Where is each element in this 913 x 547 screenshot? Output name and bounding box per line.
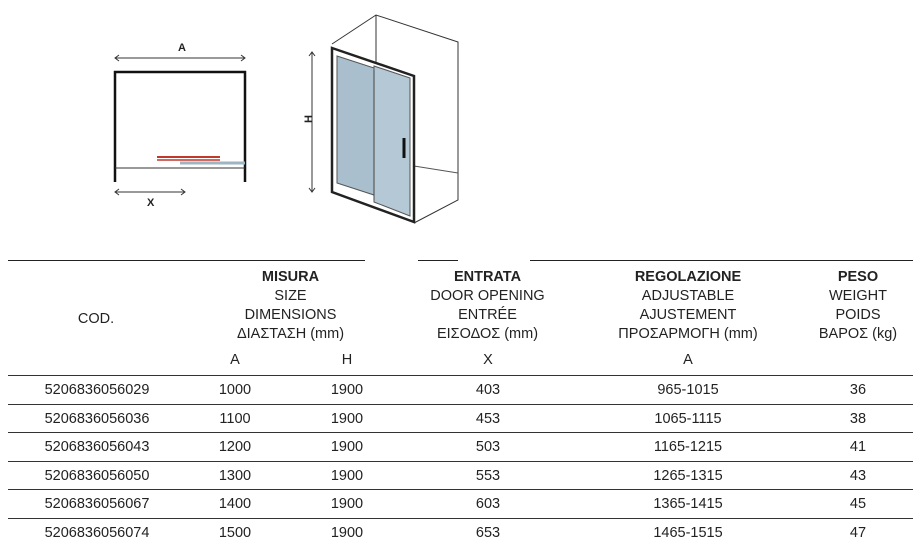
cell-peso: 45: [849, 496, 867, 512]
cell-a: 1100: [219, 410, 251, 427]
sub-header-reg-a: A: [683, 352, 693, 368]
cell-h: 1900: [330, 382, 364, 398]
cell-cod: 5206836056029: [44, 382, 150, 398]
cell-reg: 1065-1115: [654, 410, 722, 427]
cell-cod: 5206836056050: [44, 467, 150, 484]
cell-x: 403: [475, 382, 501, 398]
entrata-l2: ENTRÉE: [458, 307, 517, 323]
cell-reg: 1365-1415: [653, 496, 723, 512]
sub-header-h: H: [341, 352, 353, 368]
entrata-l3: ΕΙΣΟΔΟΣ (mm): [436, 326, 539, 342]
table-row: [8, 404, 913, 433]
plan-label-x: X: [147, 197, 155, 209]
elevation-view-diagram: [303, 15, 458, 223]
peso-l2: POIDS: [835, 307, 881, 323]
cell-a: 1400: [218, 496, 252, 512]
table-top-rule-segment: [418, 260, 458, 261]
cell-h: 1900: [330, 439, 364, 455]
plan-label-a: A: [178, 42, 186, 54]
misura-l3: ΔΙΑΣΤΑΣΗ (mm): [236, 326, 345, 342]
sub-header-a: A: [230, 352, 240, 368]
table-row: [8, 518, 913, 547]
table-row: [8, 432, 913, 461]
cell-a: 1000: [218, 382, 252, 398]
cell-peso: 36: [849, 382, 867, 398]
peso-header: [803, 268, 913, 344]
peso-l3: ΒΑΡΟΣ (kg): [818, 326, 898, 342]
entrata-header: [400, 268, 575, 344]
regolazione-title: REGOLAZIONE: [634, 269, 742, 285]
cell-a: 1500: [218, 524, 252, 541]
cell-x: 453: [475, 410, 501, 427]
cell-peso: 43: [849, 467, 867, 484]
cell-x: 603: [475, 496, 501, 512]
shower-diagrams: [0, 0, 913, 260]
entrata-l1: DOOR OPENING: [430, 288, 545, 304]
cell-x: 653: [475, 524, 501, 541]
cell-peso: 41: [849, 439, 867, 455]
regolazione-l2: AJUSTEMENT: [639, 307, 737, 323]
misura-header: [193, 268, 388, 344]
peso-l1: WEIGHT: [829, 288, 887, 304]
table-top-rule: [8, 260, 365, 261]
cell-cod: 5206836056043: [44, 439, 150, 455]
cod-header: COD.: [77, 311, 115, 327]
sub-header-x: X: [483, 352, 493, 368]
table-row: [8, 461, 913, 490]
regolazione-header: [588, 268, 788, 344]
cell-x: 553: [475, 467, 501, 484]
cell-cod: 5206836056036: [44, 410, 150, 427]
table-top-rule-segment-right: [530, 260, 913, 261]
cell-reg: 1165-1215: [653, 439, 723, 455]
cell-h: 1900: [330, 524, 364, 541]
misura-l1: SIZE: [274, 288, 307, 304]
table-row: [8, 375, 913, 404]
cell-cod: 5206836056074: [44, 524, 150, 541]
entrata-title: ENTRATA: [453, 269, 522, 285]
regolazione-l1: ADJUSTABLE: [641, 288, 735, 304]
cell-peso: 38: [849, 410, 867, 427]
cell-a: 1300: [218, 467, 252, 484]
cell-cod: 5206836056067: [44, 496, 150, 512]
cell-reg: 1465-1515: [653, 524, 723, 541]
cell-h: 1900: [330, 496, 364, 512]
plan-view-diagram: [115, 42, 245, 209]
cell-h: 1900: [330, 410, 364, 427]
cell-x: 503: [475, 439, 501, 455]
cell-h: 1900: [330, 467, 364, 484]
elevation-label-h: H: [303, 115, 315, 123]
cell-a: 1200: [218, 439, 252, 455]
cell-reg: 1265-1315: [653, 467, 723, 484]
peso-title: PESO: [837, 269, 879, 285]
misura-title: MISURA: [261, 269, 320, 285]
table-row: [8, 489, 913, 518]
cell-reg: 965-1015: [657, 382, 719, 398]
regolazione-l3: ΠΡΟΣΑΡΜΟΓΗ (mm): [618, 326, 758, 342]
misura-l2: DIMENSIONS: [244, 307, 337, 323]
cell-peso: 47: [849, 524, 867, 541]
